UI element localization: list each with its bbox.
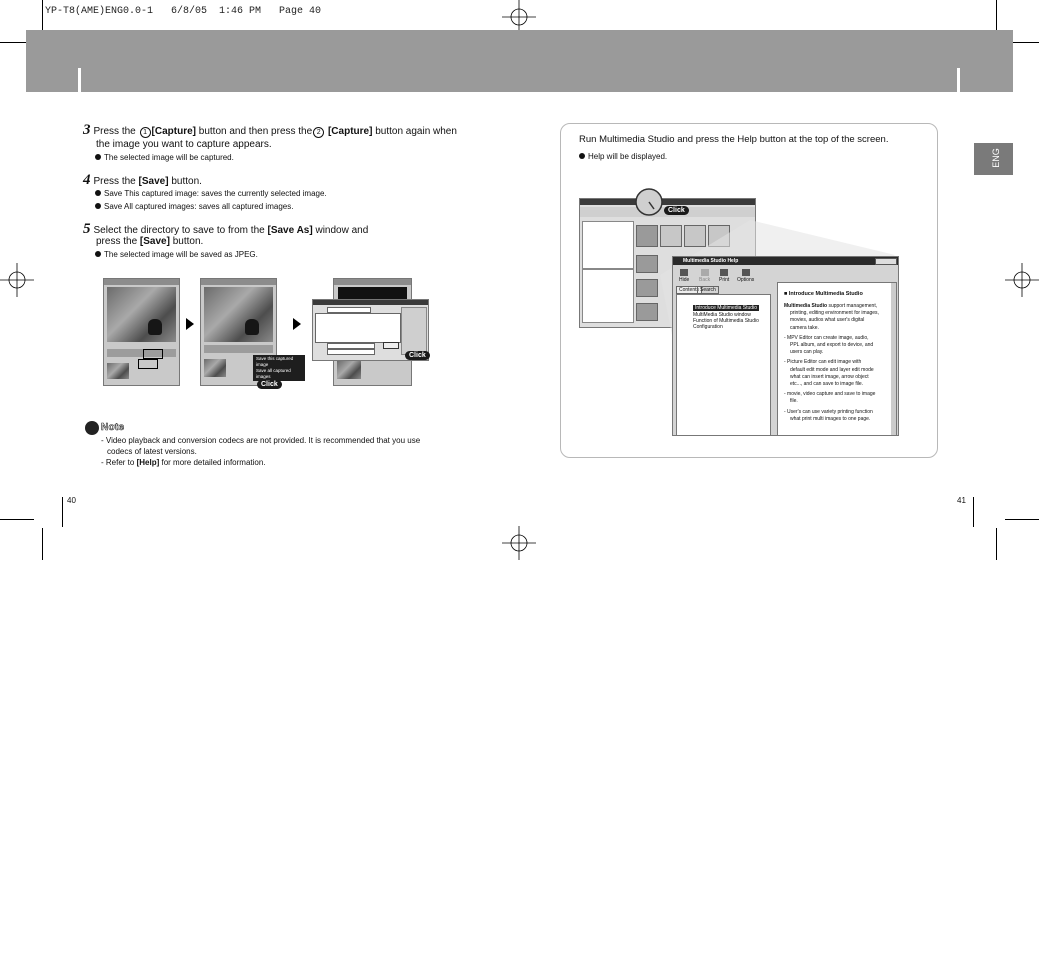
thumbnail-photo xyxy=(107,363,129,379)
hide-button[interactable]: Hide xyxy=(679,269,689,283)
window-titlebar xyxy=(201,279,276,285)
registration-mark xyxy=(0,263,34,297)
window-titlebar xyxy=(580,199,755,205)
help-heading: ■ Introduce Multimedia Studio xyxy=(784,291,863,297)
right-bullet: Help will be displayed. xyxy=(579,152,667,162)
printer-slug: YP-T8(AME)ENG0.0-1 6/8/05 1:46 PM Page 40 xyxy=(45,6,322,17)
crop-mark xyxy=(42,0,43,30)
window-titlebar xyxy=(104,279,179,285)
menu-item-save-all[interactable]: Save all captured images xyxy=(256,368,291,379)
crop-mark xyxy=(62,497,63,527)
back-icon xyxy=(701,269,709,276)
step-5-bullet: The selected image will be saved as JPEG. xyxy=(95,250,258,260)
note-line: - Video playback and conversion codecs are not provided. It is recommended that you use xyxy=(101,436,421,445)
crop-mark xyxy=(42,528,43,560)
back-button[interactable]: Back xyxy=(699,269,710,283)
save-button[interactable] xyxy=(383,342,399,349)
circled-two-icon: 2 xyxy=(313,127,324,138)
step-3-line2: the image you want to capture appears. xyxy=(96,139,272,150)
control-strip xyxy=(204,345,273,353)
tree-item[interactable]: Configuration xyxy=(693,324,723,330)
step-4-bullet: Save This captured image: saves the currently selected image. xyxy=(95,189,327,199)
step-number: 3 xyxy=(83,122,91,138)
note-line: - Refer to [Help] for more detailed information. xyxy=(101,458,266,467)
note-title: Note xyxy=(101,422,125,433)
bullet-icon xyxy=(579,153,585,159)
options-button[interactable]: Options xyxy=(737,269,754,283)
arrow-right-icon xyxy=(186,318,194,330)
help-window[interactable] xyxy=(672,256,899,436)
header-tick xyxy=(78,68,81,92)
tab-search[interactable]: Search xyxy=(697,286,719,294)
note-icon xyxy=(85,421,99,435)
step-number: 5 xyxy=(83,221,91,237)
tree-item[interactable]: Introduce Multimedia Studio xyxy=(695,305,757,311)
hide-icon xyxy=(680,269,688,276)
step-4-bullet: Save All captured images: saves all captured images. xyxy=(95,202,293,212)
print-icon xyxy=(720,269,728,276)
tree-item[interactable]: MultiMedia Studio window xyxy=(693,312,751,318)
click-badge: Click xyxy=(405,351,430,360)
file-list[interactable] xyxy=(315,313,401,343)
filetype-select[interactable] xyxy=(327,349,375,355)
step-3-bullet: The selected image will be captured. xyxy=(95,153,234,163)
help-title: Multimedia Studio Help xyxy=(683,258,739,264)
menu-item-save-this[interactable]: Save this captured image xyxy=(256,356,294,367)
language-tab-label: ENG xyxy=(991,148,1001,168)
print-button[interactable]: Print xyxy=(719,269,729,283)
magnifier-icon[interactable] xyxy=(634,187,664,217)
help-body: Multimedia Studio support management, printing, editing environment for images, movies, audios what user's digital camera take. - MPV Editor can create image, audio, PPL album, and export to device, and users can play. - Picture Editor can edit image with default edit mode and layer edit mode what can insert image, arrow object etc..., and can save to image file. - movie, video capture and save to image file. - User's can use variety printing function what print multi images to one page. xyxy=(784,303,879,422)
captured-photo xyxy=(107,287,176,342)
save-popup-menu[interactable] xyxy=(253,355,305,381)
window-titlebar xyxy=(334,279,411,285)
click-badge: Click xyxy=(664,206,689,215)
step-number: 4 xyxy=(83,172,91,188)
page-number-right: 41 xyxy=(957,496,966,505)
capture-window-screenshot-1 xyxy=(103,278,180,386)
tab-contents[interactable]: Contents xyxy=(676,286,702,294)
capture-highlight-box xyxy=(143,349,163,359)
note-line: codecs of latest versions. xyxy=(107,447,197,456)
bullet-icon xyxy=(95,190,101,196)
thumbnail-photo xyxy=(337,361,361,379)
bullet-icon xyxy=(95,251,101,257)
header-tick xyxy=(957,68,960,92)
crop-mark xyxy=(0,519,34,520)
tree-item[interactable]: Function of Multimedia Studio xyxy=(693,318,759,324)
crop-mark xyxy=(996,528,997,560)
crop-mark xyxy=(1005,519,1039,520)
bullet-icon xyxy=(95,203,101,209)
preview-pane xyxy=(401,307,427,355)
bullet-icon xyxy=(95,154,101,160)
help-content-pane xyxy=(777,282,897,436)
registration-mark xyxy=(502,0,536,34)
right-intro: Run Multimedia Studio and press the Help button at the top of the screen. xyxy=(579,134,889,145)
window-controls[interactable] xyxy=(875,258,897,265)
crop-mark xyxy=(996,0,997,30)
thumbnail-photo xyxy=(204,359,226,377)
circled-one-icon: 1 xyxy=(140,127,151,138)
cat-figure xyxy=(245,319,259,335)
registration-mark xyxy=(1005,263,1039,297)
capture-highlight-box xyxy=(138,359,158,369)
header-band xyxy=(26,30,1013,92)
language-tab xyxy=(974,143,1013,175)
step-3: 3 Press the 1 [Capture] button and then press the 2 [Capture] button again when xyxy=(83,122,457,138)
step-5: 5 Select the directory to save to from the [Save As] window and xyxy=(83,221,369,237)
click-badge: Click xyxy=(257,380,282,389)
folder-tree xyxy=(582,221,634,269)
arrow-right-icon xyxy=(293,318,301,330)
registration-mark xyxy=(502,526,536,560)
dialog-titlebar xyxy=(313,300,428,305)
preview-pane xyxy=(582,269,634,323)
page-number-left: 40 xyxy=(67,496,76,505)
options-icon xyxy=(742,269,750,276)
step-5-line2: press the [Save] button. xyxy=(96,236,204,247)
step-4: 4 Press the [Save] button. xyxy=(83,172,202,188)
scrollbar[interactable] xyxy=(891,283,896,435)
captured-photo xyxy=(204,287,273,342)
cat-figure xyxy=(148,319,162,335)
control-strip xyxy=(107,349,176,357)
crop-mark xyxy=(973,497,974,527)
